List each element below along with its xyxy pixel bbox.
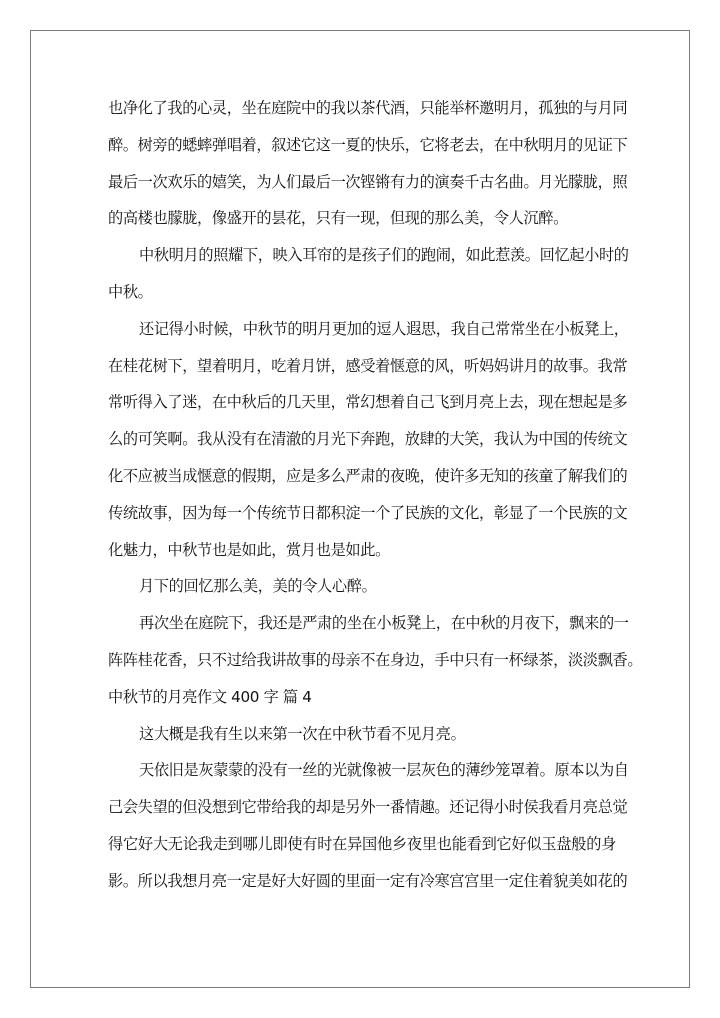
text-line: 么的可笑啊。我从没有在清澈的月光下奔跑，放肆的大笑，我认为中国的传统文 — [108, 430, 628, 449]
text-line: 还记得小时候，中秋节的明月更加的逗人遐思，我自己常常坐在小板凳上， — [139, 319, 629, 338]
text-line: 化不应被当成惬意的假期，应是多么严肃的夜晚，使许多无知的孩童了解我们的 — [108, 466, 628, 485]
text-line: 的高楼也朦胧，像盛开的昙花，只有一现，但现的那么美，令人沉醉。 — [108, 209, 568, 228]
text-line: 己会失望的但没想到它带给我的却是另外一番情趣。还记得小时侯我看月亮总觉 — [108, 798, 628, 817]
text-line: 传统故事，因为每一个传统节日都积淀一个了民族的文化，彰显了一个民族的文 — [108, 503, 628, 522]
text-line: 影。所以我想月亮一定是好大好圆的里面一定有冷寒宫宫里一定住着貌美如花的 — [108, 871, 628, 890]
text-line: 也净化了我的心灵，坐在庭院中的我以茶代酒，只能举杯邀明月，孤独的与月同 — [108, 99, 628, 117]
text-line: 月下的回忆那么美，美的令人心醉。 — [139, 577, 377, 596]
text-line: 再次坐在庭院下，我还是严肃的坐在小板凳上，在中秋的月夜下，飘来的一 — [139, 614, 629, 633]
text-line: 最后一次欢乐的嬉笑，为人们最后一次铿锵有力的演奏千古名曲。月光朦胧，照 — [108, 172, 628, 191]
document-body — [108, 90, 643, 900]
text-line: 中秋。 — [108, 282, 153, 301]
text-line: 在桂花树下，望着明月，吃着月饼，感受着惬意的风，听妈妈讲月的故事。我常 — [108, 356, 628, 375]
text-line: 得它好大无论我走到哪儿即使有时在异国他乡夜里也能看到它好似玉盘般的身 — [108, 834, 616, 853]
text-line: 常听得入了迷，在中秋后的几天里，常幻想着自己飞到月亮上去，现在想起是多 — [108, 393, 628, 412]
text-line: 中秋节的月亮作文 400 字 篇 4 — [108, 687, 312, 706]
text-line: 阵阵桂花香，只不过给我讲故事的母亲不在身边，手中只有一杯绿茶，淡淡飘香。 — [108, 650, 643, 669]
text-line: 这大概是我有生以来第一次在中秋节看不见月亮。 — [139, 724, 466, 743]
text-line: 醉。树旁的蟋蟀弹唱着，叙述它这一夏的快乐，它将老去，在中秋明月的见证下 — [108, 135, 628, 154]
text-line: 中秋明月的照耀下，映入耳帘的是孩子们的跑闹，如此惹羡。回忆起小时的 — [139, 246, 629, 265]
text-line: 化魅力，中秋节也是如此，赏月也是如此。 — [108, 540, 390, 559]
text-line: 天依旧是灰蒙蒙的没有一丝的光就像被一层灰色的薄纱笼罩着。原本以为自 — [139, 761, 629, 780]
